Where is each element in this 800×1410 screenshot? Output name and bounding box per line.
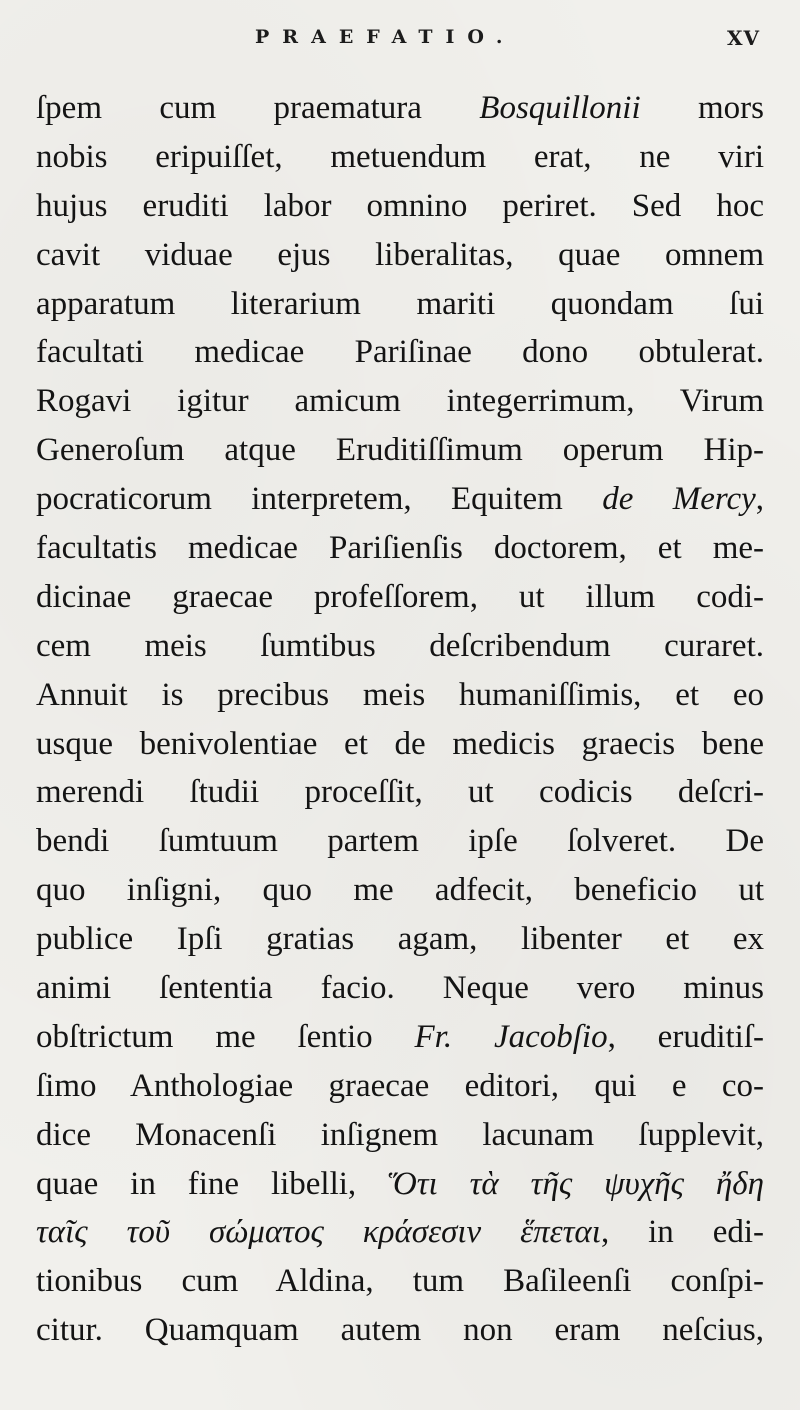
text-segment: obſtrictum me ſentio: [36, 1018, 415, 1055]
text-segment: tionibus cum Aldina, tum Baſileenſi conſpi-: [36, 1263, 764, 1300]
text-line: [36, 182, 764, 231]
text-segment: bendi ſumtuum partem ipſe ſolveret. De: [36, 823, 764, 860]
text-segment: usque benivolentiae et de medicis graecis bene: [36, 725, 764, 762]
text-segment: dicinae graecae profeſſorem, ut illum codi-: [36, 578, 764, 615]
text-segment: , eruditiſ-: [607, 1018, 764, 1055]
text-segment: , in edi-: [600, 1214, 764, 1251]
text-segment: cavit viduae ejus liberalitas, quae omnem: [36, 236, 764, 273]
italic-segment: ταῖς τοῦ σώματος κράσεσιν ἕπεται: [36, 1214, 601, 1251]
text-line: [36, 622, 764, 671]
text-segment: quae in fine libelli,: [36, 1165, 389, 1202]
running-title: PRAEFATIO.: [255, 26, 516, 48]
text-segment: merendi ſtudii proceſſit, ut codicis deſcri-: [36, 774, 764, 811]
text-line: [36, 573, 764, 622]
text-line: [36, 915, 764, 964]
text-line: [36, 280, 764, 329]
running-head: [0, 26, 800, 56]
text-segment: hujus eruditi labor omnino periret. Sed hoc: [36, 187, 764, 224]
text-segment: mors: [640, 90, 765, 126]
text-segment: animi ſententia facio. Neque vero minus: [36, 970, 764, 1007]
text-line: [36, 524, 764, 573]
text-line: [36, 426, 764, 475]
text-line: [36, 1306, 764, 1355]
italic-segment: Fr. Jacobſio: [414, 1018, 608, 1055]
page-number: XV: [726, 26, 760, 50]
text-segment: Annuit is precibus meis humaniſſimis, et eo: [36, 676, 764, 713]
text-line: [36, 1013, 764, 1062]
text-line: [36, 720, 764, 769]
text-line: [36, 475, 764, 524]
text-line: [36, 1208, 764, 1257]
text-line: [36, 328, 764, 377]
text-segment: nobis eripuiſſet, metuendum erat, ne viri: [36, 138, 764, 175]
text-segment: cem meis ſumtibus deſcribendum curaret.: [36, 627, 764, 664]
text-segment: Generoſum atque Eruditiſſimum operum Hip-: [36, 432, 764, 469]
text-segment: quo inſigni, quo me adfecit, beneficio ut: [36, 872, 764, 909]
text-segment: ſpem cum praematura: [36, 90, 480, 126]
text-segment: apparatum literarium mariti quondam ſui: [36, 285, 764, 322]
text-segment: Rogavi igitur amicum integerrimum, Virum: [36, 383, 764, 420]
text-line: [36, 231, 764, 280]
text-segment: citur. Quamquam autem non eram neſcius,: [36, 1312, 764, 1349]
text-segment: publice Ipſi gratias agam, libenter et ex: [36, 921, 764, 958]
text-line: [36, 133, 764, 182]
text-line: [36, 1257, 764, 1306]
italic-segment: Bosquillonii: [479, 90, 641, 126]
text-segment: ,: [755, 481, 764, 518]
text-line: [36, 671, 764, 720]
text-segment: facultati medicae Pariſinae dono obtulerat.: [36, 334, 764, 371]
text-line: [36, 866, 764, 915]
text-line: [36, 964, 764, 1013]
text-line: [36, 768, 764, 817]
text-line: [36, 84, 764, 133]
text-line: [36, 1111, 764, 1160]
text-line: [36, 1160, 764, 1209]
text-line: [36, 1062, 764, 1111]
italic-segment: Ὅτι τὰ τῆς ψυχῆς ἤδη: [388, 1165, 764, 1202]
text-segment: dice Monacenſi inſignem lacunam ſupplevit,: [36, 1116, 764, 1153]
text-line: [36, 377, 764, 426]
text-segment: ſimo Anthologiae graecae editori, qui e co-: [36, 1067, 764, 1104]
italic-segment: de Mercy: [602, 481, 756, 518]
text-segment: facultatis medicae Pariſienſis doctorem, et me-: [36, 530, 764, 567]
body-text: [36, 84, 764, 1355]
text-line: [36, 817, 764, 866]
text-segment: pocraticorum interpretem, Equitem: [36, 481, 603, 518]
